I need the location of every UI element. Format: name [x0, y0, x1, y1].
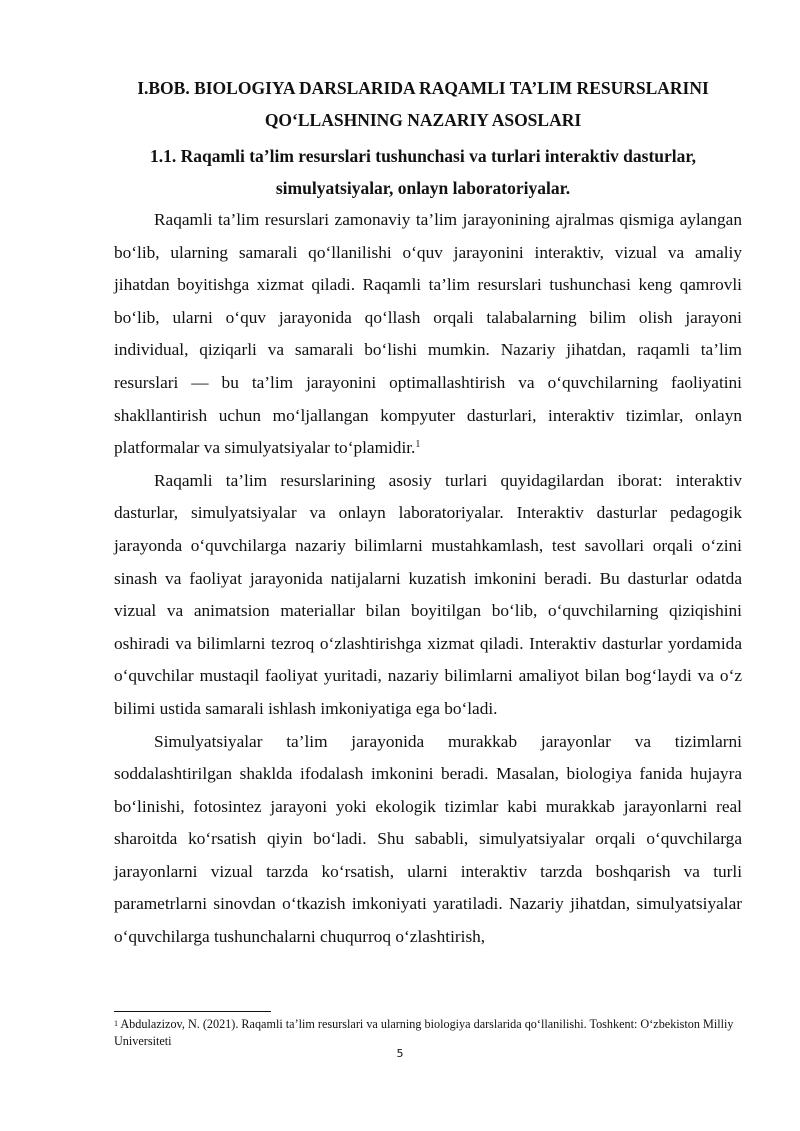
paragraph-1 [114, 204, 742, 465]
paragraph-2: Raqamli ta’lim resurslarining asosiy turlari quyidagilardan iborat: interaktiv dasturlar, simulyatsiyalar va onlayn laboratoriyalar. Interaktiv dasturlar pedagogik jarayonda o‘quvchilarga nazariy bilimlarni mustahkamlash, test savollari orqali o‘zini sinash va faoliyat jarayonida natijalarni kuzatish imkonini beradi. Bu dasturlar odatda vizual va animatsion materiallar bilan boyitilgan bo‘lib, o‘quvchilarning qiziqishini oshiradi va bilimlarni tezroq o‘zlashtirishga xizmat qiladi. Interaktiv dasturlar yordamida o‘quvchilar mustaqil faoliyat yuritadi, nazariy bilimlarni amaliyot bilan bog‘laydi va o‘z bilimi ustida samarali ishlash imkoniyatiga ega bo‘ladi. [114, 470, 742, 718]
chapter-title [100, 72, 746, 136]
chapter-title-line-2: QO‘LLASHNING NAZARIY ASOSLARI [264, 110, 582, 130]
footnote-separator [114, 1011, 271, 1012]
paragraph-3: Simulyatsiyalar ta’lim jarayonida murakkab jarayonlar va tizimlarni soddalashtirilgan shaklda ifodalash imkonini beradi. Masalan, biologiya fanida hujayra bo‘linishi, fotosintez jarayoni yoki ekologik tizimlar kabi murakkab jarayonlarni real sharoitda ko‘rsatish qiyin bo‘ladi. Shu sababli, simulyatsiyalar orqali o‘quvchilarga jarayonlarni vizual tarzda ko‘rsatish, ularni interaktiv tarzda boshqarish va turli parametrlarni sinovdan o‘tkazish imkoniyati yaratiladi. Nazariy jihatdan, simulyatsiyalar o‘quvchilarga tushunchalarni chuqurroq o‘zlashtirish, [114, 731, 742, 947]
paragraph-1-text: Raqamli ta’lim resurslari zamonaviy ta’lim jarayonining ajralmas qismiga aylangan bo‘lib, ularning samarali qo‘llanilishi o‘quv jarayonini interaktiv, vizual va amaliy jihatdan boyitishga xizmat qiladi. Raqamli ta’lim resurslari tushunchasi keng qamrovli bo‘lib, ularni o‘quv jarayonida qo‘llash orqali talabalarning bilim olish jarayoni individual, qiziqarli va samarali bo‘lishi mumkin. Nazariy jihatdan, raqamli ta’lim resurslari — bu ta’lim jarayonini optimallashtirish va o‘quvchilarning faoliyatini shakllantirish uchun mo‘ljallangan kompyuter dasturlari, interaktiv tizimlar, onlayn platformalar va simulyatsiyalar to‘plamidir. [114, 210, 742, 458]
section-title-line-2: simulyatsiyalar, onlayn laboratoriyalar. [275, 178, 571, 198]
body-text [114, 204, 742, 954]
footnote-text: Abdulazizov, N. (2021). Raqamli ta’lim resurslari va ularning biologiya darslarida qo‘llanilishi. Toshkent: O‘zbekiston Milliy Universiteti [114, 1017, 734, 1048]
page-number: 5 [396, 1047, 404, 1060]
section-title-line-1: 1.1. Raqamli ta’lim resurslari tushunchasi va turlari interaktiv dasturlar, [150, 146, 696, 166]
footnote-reference: 1 [415, 439, 421, 451]
footnote-number: 1 [114, 1019, 118, 1028]
section-title [100, 140, 746, 204]
chapter-title-line-1: I.BOB. BIOLOGIYA DARSLARIDA RAQAMLI TA’LIM RESURSLARINI [137, 78, 709, 98]
footnote [114, 1016, 742, 1050]
